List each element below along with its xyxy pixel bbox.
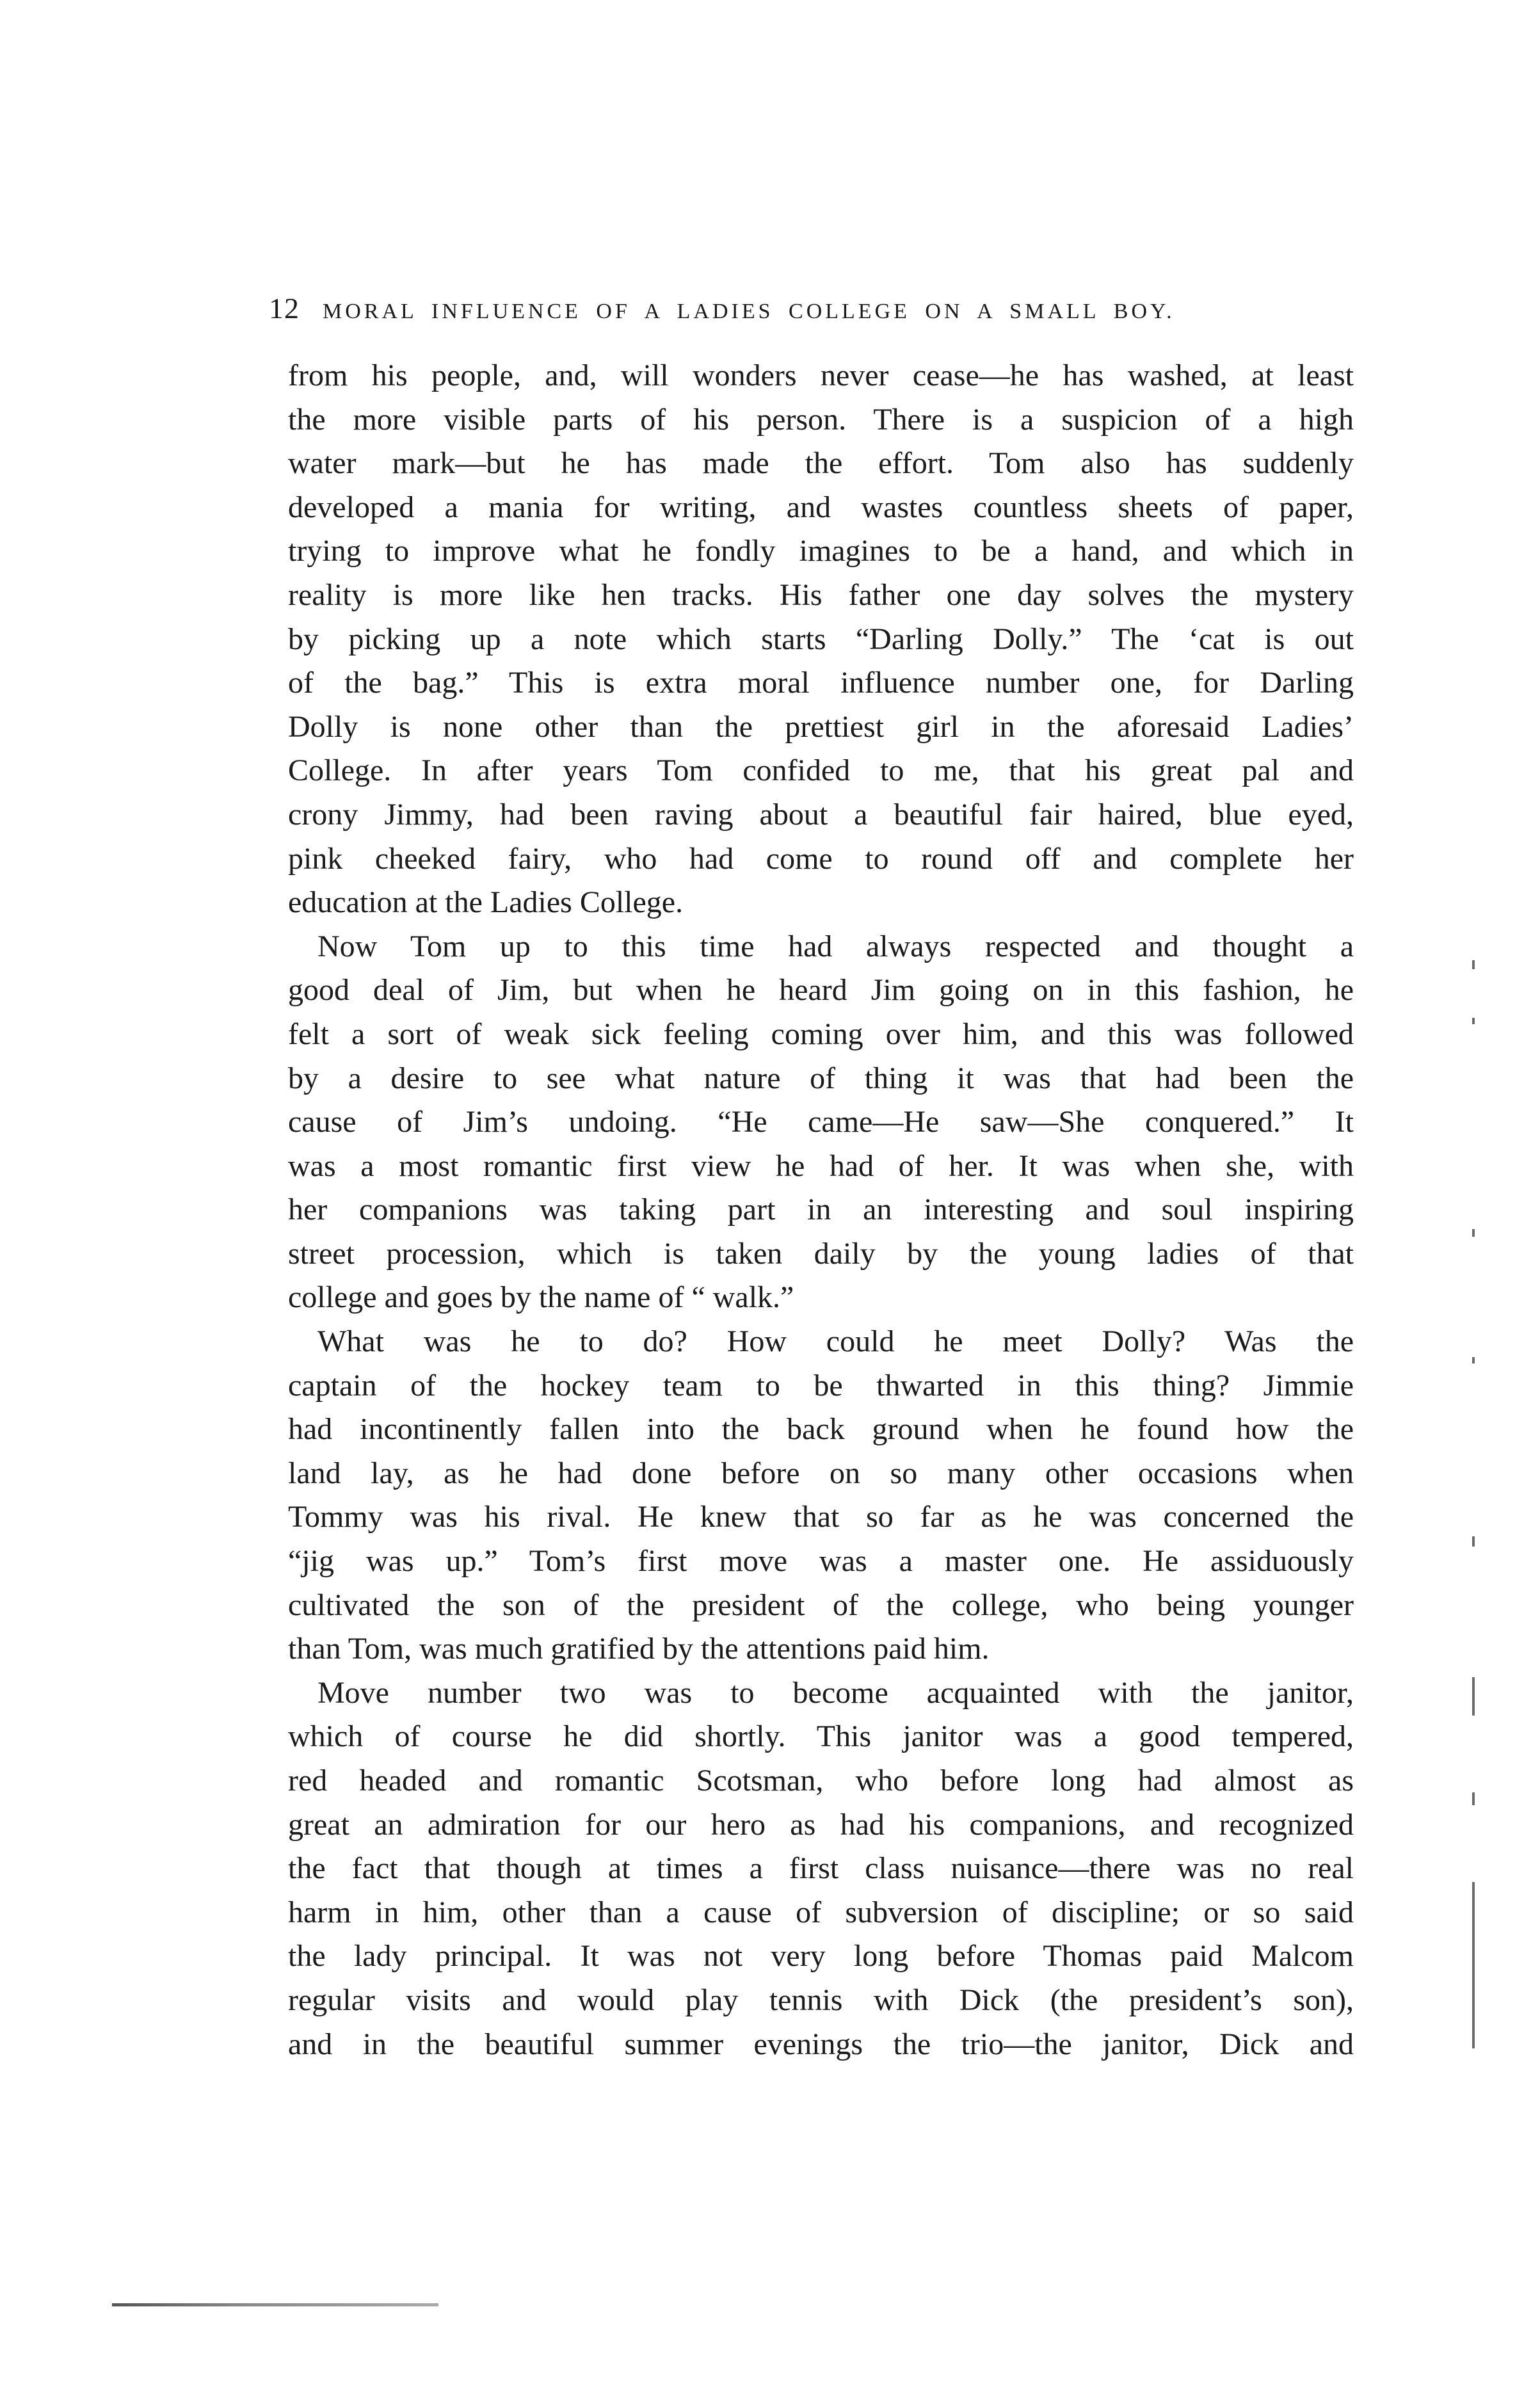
text-line: good deal of Jim, but when he heard Jim going on in this fashion, he (288, 973, 1354, 1008)
running-head (269, 291, 1293, 330)
text-line: by a desire to see what nature of thing it was that had been the (288, 1061, 1354, 1095)
paragraph (288, 1320, 1354, 1671)
text-line: captain of the hockey team to be thwarted in this thing? Jimmie (288, 1368, 1354, 1403)
scan-gutter-marks (1472, 960, 1498, 2048)
text-line: and in the beautiful summer evenings the trio—the janitor, Dick and (288, 2027, 1354, 2061)
text-line: cultivated the son of the president of the college, who being younger (288, 1588, 1354, 1622)
text-line: which of course he did shortly. This janitor was a good tempered, (288, 1719, 1354, 1754)
paragraph (288, 1671, 1354, 2066)
text-line: What was he to do? How could he meet Dolly? Was the (317, 1324, 1354, 1359)
text-line: land lay, as he had done before on so many other occasions when (288, 1456, 1354, 1490)
text-line: the lady principal. It was not very long before Thomas paid Malcom (288, 1939, 1354, 1974)
text-line: Dolly is none other than the prettiest girl in the aforesaid Ladies’ (288, 709, 1354, 744)
text-line: harm in him, other than a cause of subversion of discipline; or so said (288, 1895, 1354, 1929)
running-title: MORAL INFLUENCE OF A LADIES COLLEGE ON A SMALL BOY. (323, 300, 1175, 323)
text-line: crony Jimmy, had been raving about a beautiful fair haired, blue eyed, (288, 797, 1354, 832)
text-line: Tommy was his rival. He knew that so far as he was concerned the (288, 1500, 1354, 1534)
page-number: 12 (269, 292, 300, 325)
text-line: great an admiration for our hero as had his companions, and recognized (288, 1807, 1354, 1842)
text-line: from his people, and, will wonders never cease—he has washed, at least (288, 358, 1354, 392)
text-line: Move number two was to become acquainted with the janitor, (317, 1675, 1354, 1710)
text-line: was a most romantic first view he had of her. It was when she, with (288, 1148, 1354, 1183)
text-line: “jig was up.” Tom’s first move was a master one. He assiduously (288, 1544, 1354, 1579)
text-line: street procession, which is taken daily by the young ladies of that (288, 1236, 1354, 1271)
text-line: developed a mania for writing, and wastes countless sheets of paper, (288, 490, 1354, 524)
text-line: her companions was taking part in an interesting and soul inspiring (288, 1193, 1354, 1227)
scan-footer-rule (112, 2303, 438, 2306)
text-line: education at the Ladies College. (288, 885, 684, 920)
text-line: by picking up a note which starts “Darling Dolly.” The ‘cat is out (288, 622, 1354, 656)
text-line: had incontinently fallen into the back ground when he found how the (288, 1412, 1354, 1447)
text-line: felt a sort of weak sick feeling coming over him, and this was followed (288, 1017, 1354, 1051)
body-text (288, 354, 1354, 2066)
text-line: pink cheeked fairy, who had come to round off and complete her (288, 841, 1354, 876)
text-line: the fact that though at times a first class nuisance—there was no real (288, 1851, 1354, 1886)
paragraph (288, 925, 1354, 1320)
text-line: red headed and romantic Scotsman, who before long had almost as (288, 1764, 1354, 1798)
text-line: trying to improve what he fondly imagines to be a hand, and which in (288, 534, 1354, 568)
text-line: reality is more like hen tracks. His father one day solves the mystery (288, 577, 1354, 612)
text-line: of the bag.” This is extra moral influence number one, for Darling (288, 666, 1354, 700)
text-line: Now Tom up to this time had always respected and thought a (317, 929, 1354, 963)
text-line: cause of Jim’s undoing. “He came—He saw—She conquered.” It (288, 1105, 1354, 1139)
text-line: College. In after years Tom confided to me, that his great pal and (288, 753, 1354, 788)
text-line: regular visits and would play tennis with Dick (the president’s son), (288, 1983, 1354, 2017)
paragraph (288, 354, 1354, 925)
text-line: college and goes by the name of “ walk.” (288, 1280, 794, 1315)
text-line: than Tom, was much gratified by the attentions paid him. (288, 1632, 990, 1666)
text-line: the more visible parts of his person. There is a suspicion of a high (288, 402, 1354, 437)
text-line: water mark—but he has made the effort. Tom also has suddenly (288, 446, 1354, 481)
